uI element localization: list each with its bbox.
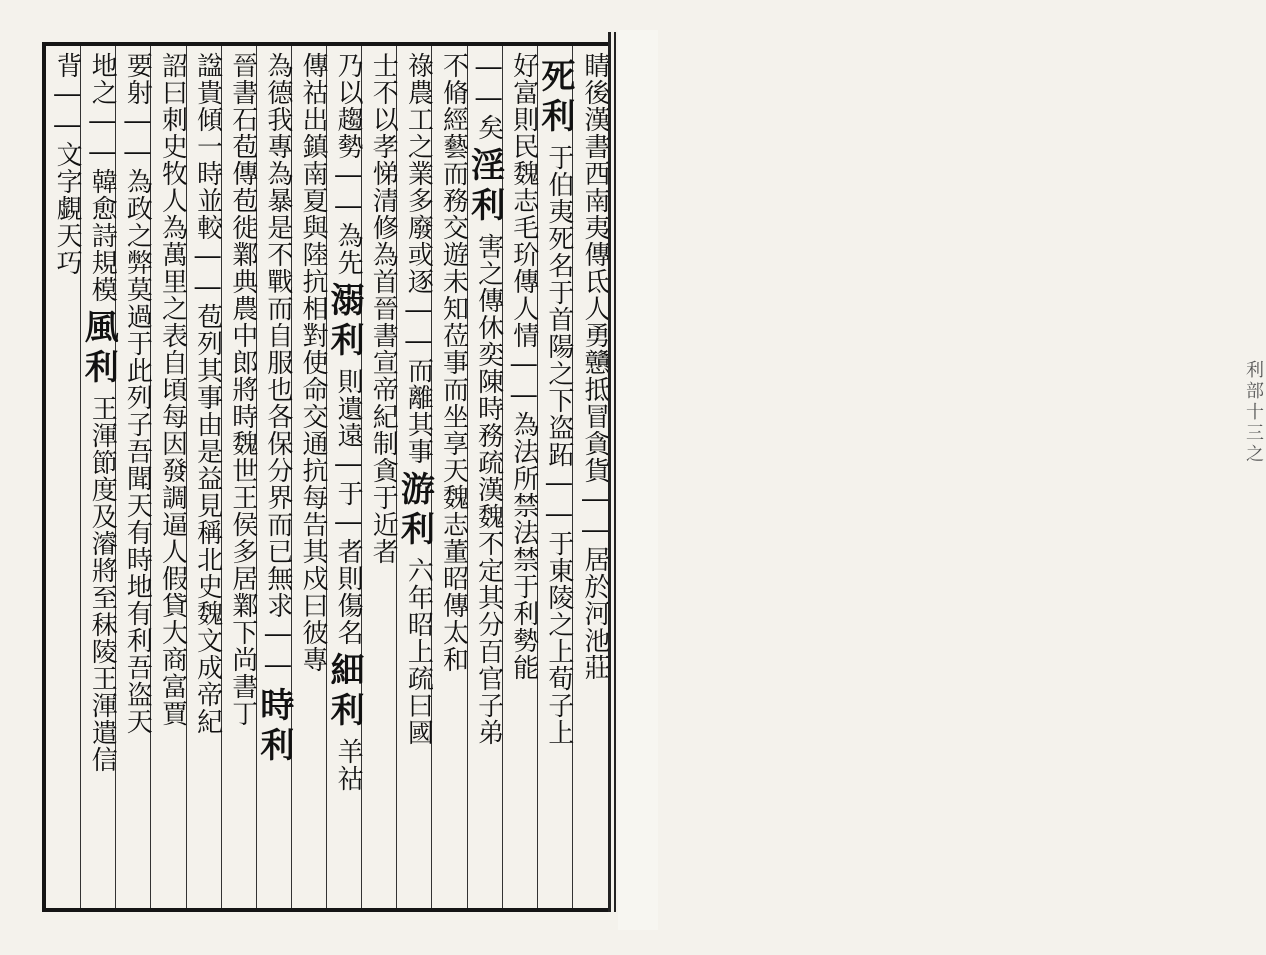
text-column xyxy=(187,46,222,908)
entry-text: 士不以孝悌清修為首 xyxy=(368,52,399,295)
entry-text: 詔曰刺史牧人為萬里之表自頃每因發調逼人假貸大商富賈 xyxy=(157,52,188,727)
text-column xyxy=(324,46,365,908)
entry-text: 晉書宣帝紀制貪于近者 xyxy=(368,295,399,565)
column-text xyxy=(464,52,505,904)
entry-text: 害之傳休奕陳時務疏漢魏不定其分百官子弟 xyxy=(473,233,504,746)
page-edge xyxy=(618,30,1264,930)
margin-label: 利部十三之 xyxy=(1243,360,1264,465)
entry-text: 祿農工之業多廢或逐――而離其事 xyxy=(403,52,434,465)
entry-text: 背 xyxy=(52,52,83,79)
column-text xyxy=(253,52,294,904)
text-column xyxy=(46,46,81,908)
entry-text: 王渾節度及濬將至秣陵王渾遣信 xyxy=(87,395,118,773)
entry-heading: 細利 xyxy=(324,652,365,732)
entry-text: ――矣 xyxy=(473,52,504,141)
text-column xyxy=(432,46,467,908)
text-column xyxy=(116,46,151,908)
entry-text: 魏志董昭傳太和 xyxy=(438,484,469,673)
text-frame xyxy=(42,42,608,912)
column-text xyxy=(362,52,399,904)
entry-text: 地之――韓愈詩規模 xyxy=(87,52,118,303)
entry-text: 為德我專為暴是不戰而自服也各保分界而已無求―― xyxy=(262,52,293,681)
entry-heading: 時利 xyxy=(253,687,294,767)
entry-text: 要射――為政之弊莫過于此列子吾聞天有時地有利吾盗天 xyxy=(122,52,153,735)
column-text xyxy=(503,52,537,904)
column-text xyxy=(534,52,575,904)
text-column xyxy=(151,46,186,908)
entry-text: 睛 xyxy=(580,52,610,79)
entry-text: 不脩經藝而務交遊未知莅事而坐享天 xyxy=(438,52,469,484)
entry-heading: 淫利 xyxy=(464,147,505,227)
entry-text: 羊祜 xyxy=(333,738,364,792)
text-column xyxy=(78,46,119,908)
entry-text: 六年昭上疏曰國 xyxy=(403,557,434,746)
text-column xyxy=(464,46,505,908)
entry-text: 好富則民 xyxy=(508,52,539,160)
text-column xyxy=(222,46,257,908)
column-text xyxy=(324,52,365,904)
column-text xyxy=(116,52,153,904)
text-column xyxy=(362,46,397,908)
entry-text: 後漢書西南夷傳氐人勇戇抵冒貪貨――居於河池莊 xyxy=(580,79,610,681)
text-column xyxy=(253,46,294,908)
entry-text: 則遺遠―于―者則傷名 xyxy=(333,368,364,646)
entry-text: 于伯夷死名于首陽之下盗跖――于東陵之上荀子上 xyxy=(543,144,574,746)
text-column xyxy=(292,46,327,908)
entry-text: 魏志毛玠傳人情――為法所禁法禁于利勢能 xyxy=(508,160,539,681)
column-text xyxy=(394,52,435,904)
entry-text: 晉書石苞傳苞徙鄴典農中郎將時魏世王侯多居鄴下尚書丁 xyxy=(227,52,258,727)
column-text xyxy=(573,52,608,904)
entry-heading: 死利 xyxy=(534,58,575,138)
text-column xyxy=(534,46,575,908)
entry-text: 文字覷天巧 xyxy=(52,141,83,276)
text-column xyxy=(394,46,435,908)
page-edge-border xyxy=(608,32,616,912)
entry-text: ―― xyxy=(52,79,83,141)
text-column xyxy=(573,46,608,908)
column-text xyxy=(432,52,469,904)
entry-heading: 溺利 xyxy=(324,282,365,362)
entry-text: 乃以趨勢――為先 xyxy=(333,52,364,276)
column-text xyxy=(292,52,326,904)
column-text xyxy=(151,52,188,904)
column-text xyxy=(222,52,256,904)
column-text xyxy=(78,52,119,904)
column-text xyxy=(187,52,221,904)
text-column xyxy=(503,46,538,908)
entry-heading: 游利 xyxy=(394,471,435,551)
entry-heading: 風利 xyxy=(78,309,119,389)
entry-text: 諡貴傾一時並較――苞列其事由是益見稱北史魏文成帝紀 xyxy=(192,52,223,735)
entry-text: 傳祜出鎮南夏與陸抗相對使命交通抗每告其戍曰彼專 xyxy=(298,52,328,673)
column-text xyxy=(46,52,83,904)
